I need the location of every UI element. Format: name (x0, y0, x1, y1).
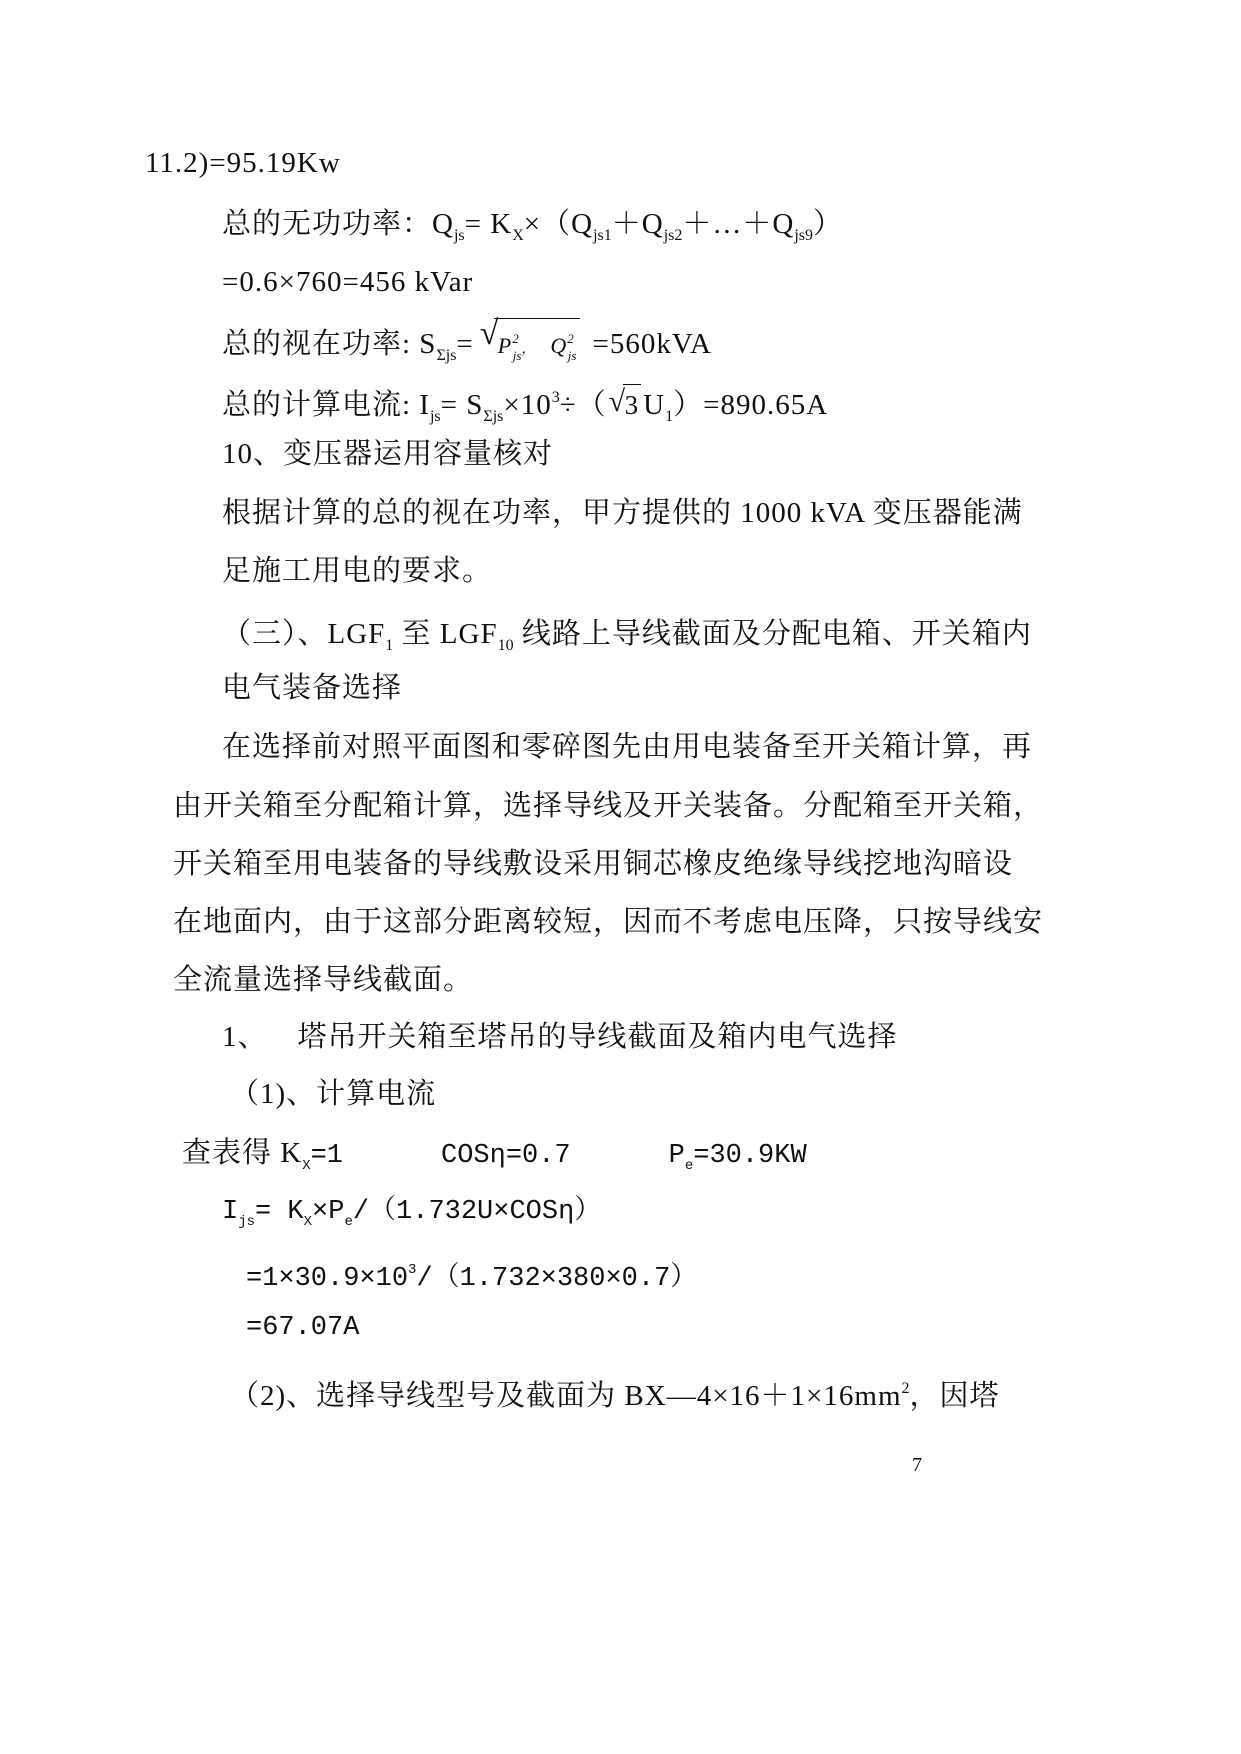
text: 总的计算电流: I (222, 389, 430, 421)
paragraph-line (222, 551, 492, 591)
subscript: X (512, 227, 524, 244)
text: 开关箱至用电装备的导线敷设采用铜芯橡皮绝缘导线挖地沟暗设 (173, 848, 1014, 880)
subscript: X (303, 1214, 313, 1230)
text: = (456, 328, 474, 360)
text: COSη=0.7 (441, 1141, 571, 1171)
subscript: Σjs (436, 347, 457, 364)
text: /（1.732×380×0.7） (416, 1264, 698, 1294)
text: =560kVA (592, 328, 712, 360)
formula-line-current-substitution (246, 1250, 697, 1299)
section-heading-lgf-lines (222, 614, 1032, 666)
subscript: Σjs (483, 408, 504, 425)
text: ， (521, 342, 537, 357)
text: （1)、计算电流 (230, 1078, 437, 1110)
subscript: e (344, 1214, 353, 1230)
subscript: js (453, 227, 465, 244)
subscript: js (567, 348, 577, 363)
subscript: js1 (593, 227, 612, 244)
square-root: √ 3 (609, 384, 642, 425)
formula-line-table-values (182, 1133, 807, 1186)
text: Q (550, 333, 568, 358)
text: 在地面内，由于这部分距离较短，因而不考虑电压降，只按导线安 (173, 906, 1044, 938)
subscript: js9 (794, 227, 813, 244)
text: 11.2)=95.19Kw (145, 147, 341, 179)
text: （三）、LGF (222, 618, 386, 650)
text: 总的视在功率: S (222, 328, 437, 360)
text: 线路上导线截面及分配电箱、开关箱内 (513, 618, 1032, 650)
text: =1×30.9×10 (246, 1264, 409, 1294)
text: ＋Q (611, 208, 664, 240)
subscript: js (238, 1214, 256, 1230)
formula-line-current-result (246, 1308, 359, 1348)
paragraph-line (222, 727, 1032, 767)
subscript: 10 (497, 637, 514, 654)
superscript: 2 (567, 331, 574, 346)
paragraph-line (173, 786, 1043, 826)
text: 总的无功功率：Q (222, 208, 454, 240)
text: P (668, 1141, 685, 1171)
text: = K (464, 208, 513, 240)
formula-line-apparent-power (222, 315, 712, 376)
text: 1、 (222, 1021, 268, 1053)
text: 查表得 K (182, 1137, 303, 1169)
text: ）=890.65A (673, 389, 829, 421)
text: 电气装备选择 (222, 672, 403, 704)
text: =1 (310, 1141, 344, 1171)
subscript: X (302, 1158, 311, 1174)
subscript: e (684, 1158, 694, 1174)
text: =30.9KW (693, 1141, 807, 1171)
formula-line-reactive-power-result (222, 262, 473, 302)
text: I (222, 1197, 239, 1227)
text: U (643, 389, 666, 421)
subscript: 1 (385, 637, 394, 654)
text: ） (812, 208, 843, 240)
text: ÷（ (559, 389, 607, 421)
text: ×P (312, 1197, 345, 1227)
formula-line-total-current (222, 378, 828, 437)
text: =0.6×760=456 kVar (222, 266, 474, 298)
text: （2)、选择导线型号及截面为 BX—4×16＋1×16mm (230, 1380, 902, 1412)
text: ×（Q (523, 208, 594, 240)
text: 全流量选择导线截面。 (173, 964, 474, 996)
paragraph-line (173, 844, 1013, 884)
subsection-heading-tower-crane (222, 1017, 898, 1057)
subscript: 1 (665, 408, 674, 425)
superscript: 2 (901, 1380, 910, 1397)
square-root: √ $P^2_{js}$， $Q^2_{js}$ (480, 318, 581, 376)
page-number: 7 (912, 1454, 922, 1476)
paragraph-line (222, 493, 1023, 533)
text: P (497, 333, 513, 358)
text: 由开关箱至分配箱计算，选择导线及开关装备。分配箱至开关箱， (173, 790, 1044, 822)
text: = S (440, 389, 484, 421)
section-heading-transformer-check (222, 434, 553, 474)
text: 足施工用电的要求。 (222, 555, 493, 587)
superscript: 3 (551, 389, 560, 406)
text: 根据计算的总的视在功率，甲方提供的 1000 kVA 变压器能满 (222, 497, 1023, 529)
paragraph-line (173, 960, 473, 1000)
text: 在选择前对照平面图和零碎图先由用电装备至开关箱计算，再 (222, 731, 1033, 763)
subscript: js (512, 348, 522, 363)
paragraph-line (173, 902, 1043, 942)
superscript: 2 (512, 331, 519, 346)
subsection-heading-calc-current (230, 1074, 436, 1114)
text: = K (255, 1197, 304, 1227)
text: 塔吊开关箱至塔吊的导线截面及箱内电气选择 (297, 1021, 898, 1053)
text: 10、变压器运用容量核对 (222, 438, 554, 470)
text: 至 LGF (393, 618, 498, 650)
text: =67.07A (246, 1313, 360, 1343)
text: ×10 (503, 389, 552, 421)
subscript: js2 (663, 227, 683, 244)
section-heading-continued (222, 668, 402, 708)
text: /（1.732U×COSη） (352, 1197, 602, 1227)
superscript: 3 (408, 1262, 417, 1278)
formula-line-reactive-power (222, 204, 843, 256)
formula-line-active-power-result (145, 143, 341, 183)
text: ＋…＋Q (682, 208, 795, 240)
text: ，因塔 (909, 1380, 1000, 1412)
subsection-heading-wire-selection (230, 1369, 1000, 1416)
formula-line-current-formula (222, 1192, 601, 1242)
text: 3 (623, 384, 642, 425)
subscript: js (429, 408, 441, 425)
